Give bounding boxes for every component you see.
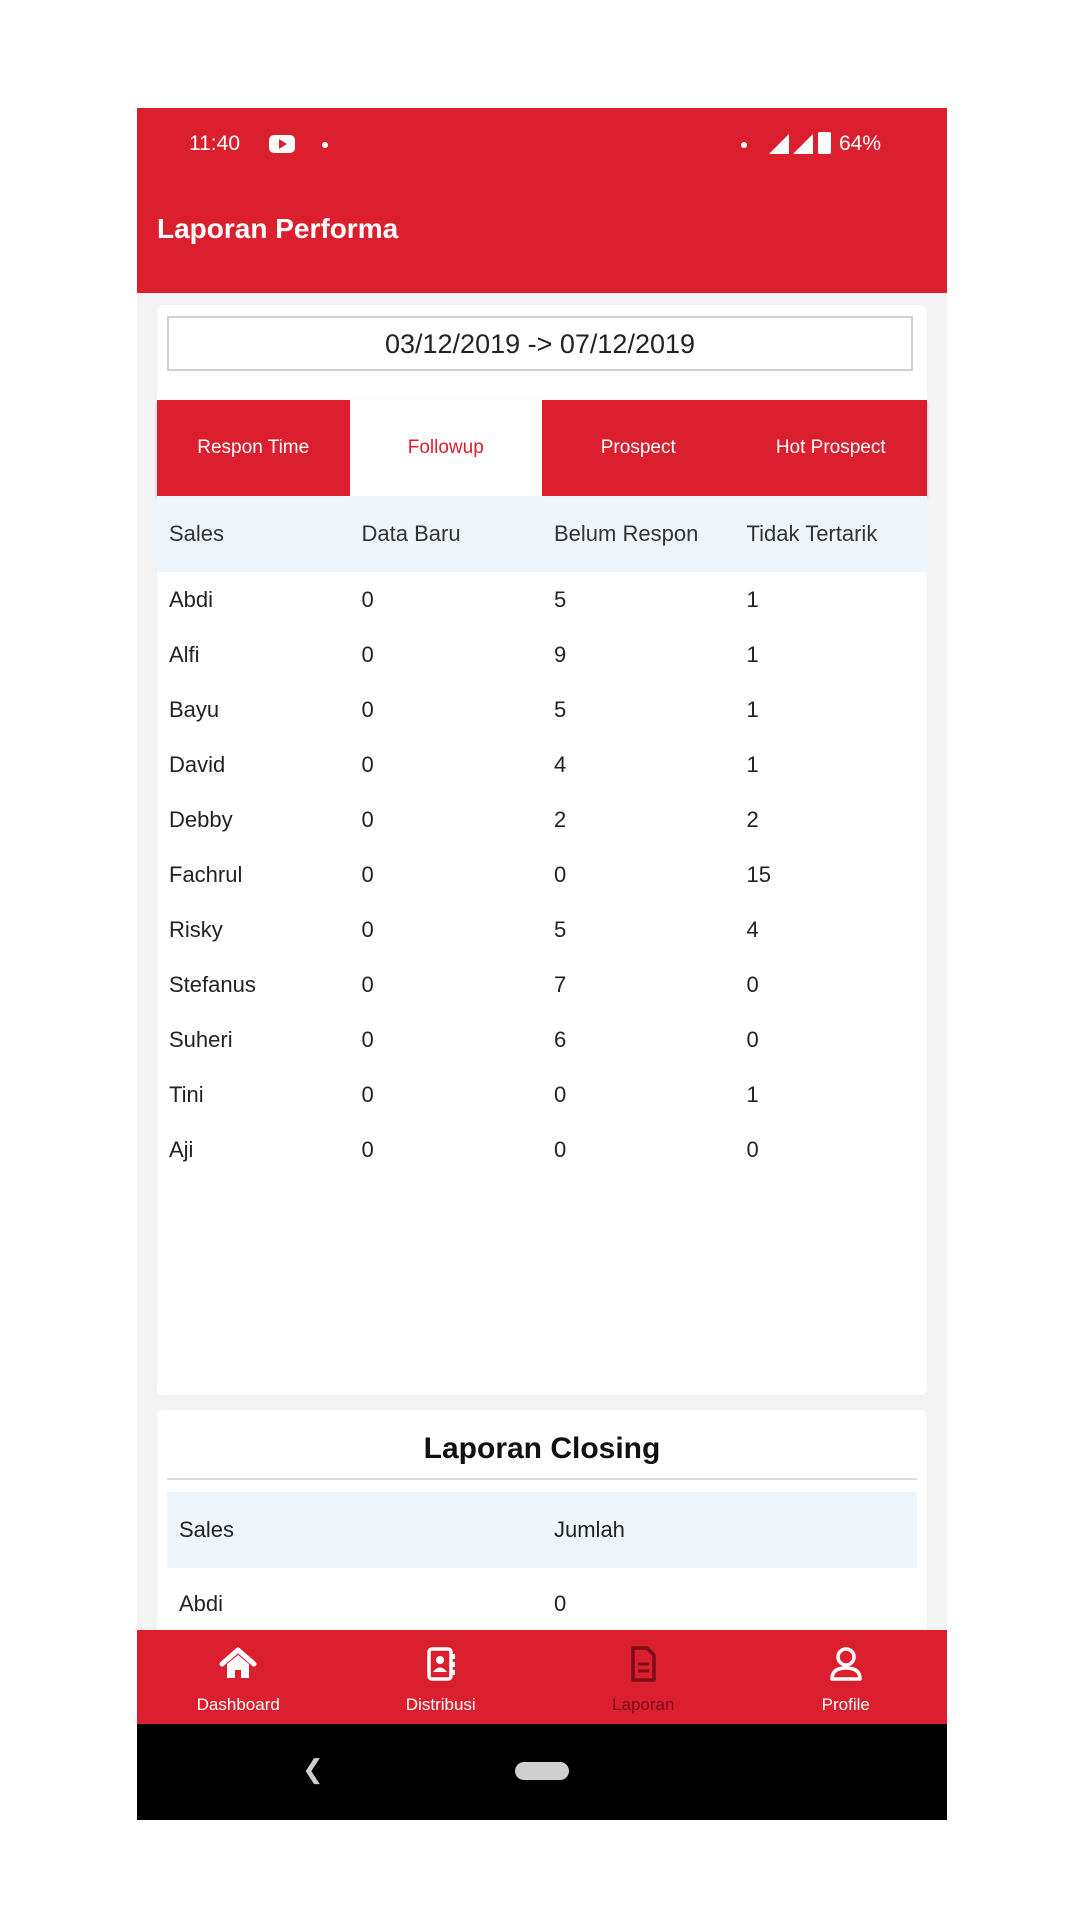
table-cell: 0 bbox=[554, 1136, 567, 1162]
nav-label: Profile bbox=[821, 1695, 870, 1714]
table-cell: 4 bbox=[746, 916, 759, 942]
table-cell: 0 bbox=[361, 751, 374, 777]
tab-respon-time[interactable]: Respon Time bbox=[197, 437, 310, 458]
table-cell: Aji bbox=[169, 1136, 194, 1162]
table-cell: 0 bbox=[361, 1026, 374, 1052]
table-cell: 9 bbox=[554, 641, 567, 667]
status-dot-icon bbox=[741, 142, 747, 148]
nav-label: Dashboard bbox=[196, 1695, 280, 1714]
closing-title: Laporan Closing bbox=[423, 1432, 661, 1465]
table-cell: 4 bbox=[554, 751, 567, 777]
nav-dashboard[interactable] bbox=[137, 1630, 340, 1724]
column-header: Sales bbox=[169, 521, 225, 546]
battery-icon bbox=[818, 132, 831, 154]
table-cell: 0 bbox=[361, 696, 374, 722]
app-bar bbox=[137, 183, 947, 293]
table-cell: Debby bbox=[169, 806, 233, 832]
table-row bbox=[157, 1122, 927, 1177]
contacts-book-icon bbox=[421, 1644, 461, 1684]
system-navigation-bar bbox=[137, 1724, 947, 1820]
table-cell: Suheri bbox=[169, 1026, 233, 1052]
performance-card bbox=[157, 305, 927, 1395]
tab-followup[interactable]: Followup bbox=[350, 400, 543, 496]
column-header: Jumlah bbox=[554, 1517, 625, 1542]
nav-label: Laporan bbox=[612, 1695, 675, 1714]
date-range-picker[interactable]: 03/12/2019 -> 07/12/2019 bbox=[167, 316, 913, 371]
status-time: 11:40 bbox=[189, 132, 240, 155]
table-cell: 0 bbox=[554, 1591, 567, 1616]
table-cell: 0 bbox=[746, 1026, 759, 1052]
table-row bbox=[157, 1012, 927, 1067]
table-cell: 0 bbox=[554, 861, 567, 887]
phone-screen bbox=[137, 108, 947, 1820]
table-cell: David bbox=[169, 751, 226, 777]
table-cell: 6 bbox=[554, 1026, 567, 1052]
table-cell: Abdi bbox=[169, 586, 214, 612]
table-cell: 1 bbox=[746, 641, 759, 667]
table-cell: Stefanus bbox=[169, 971, 256, 997]
user-icon bbox=[826, 1644, 866, 1684]
table-cell: 5 bbox=[554, 586, 567, 612]
table-cell: 1 bbox=[746, 1081, 759, 1107]
report-tabs bbox=[157, 400, 927, 496]
table-row bbox=[157, 792, 927, 847]
table-row bbox=[157, 1067, 927, 1122]
table-cell: 1 bbox=[746, 751, 759, 777]
home-icon bbox=[218, 1644, 258, 1684]
table-row bbox=[157, 737, 927, 792]
table-cell: 0 bbox=[361, 806, 374, 832]
column-header: Belum Respon bbox=[554, 521, 699, 546]
home-pill[interactable] bbox=[515, 1762, 569, 1780]
nav-profile[interactable] bbox=[745, 1630, 948, 1724]
column-header: Tidak Tertarik bbox=[746, 521, 878, 546]
closing-table bbox=[167, 1492, 917, 1640]
table-cell: Bayu bbox=[169, 696, 220, 722]
table-cell: 0 bbox=[361, 1081, 374, 1107]
signal-icon bbox=[793, 134, 813, 154]
youtube-notification-icon bbox=[269, 135, 295, 153]
table-cell: Alfi bbox=[169, 641, 200, 667]
table-cell: 1 bbox=[746, 696, 759, 722]
table-row bbox=[157, 902, 927, 957]
table-cell: 7 bbox=[554, 971, 567, 997]
tab-prospect[interactable]: Prospect bbox=[600, 437, 676, 458]
table-cell: Fachrul bbox=[169, 861, 243, 887]
status-bar bbox=[137, 108, 947, 183]
signal-icon bbox=[769, 134, 789, 154]
table-cell: 2 bbox=[746, 806, 759, 832]
table-cell: 0 bbox=[746, 1136, 759, 1162]
column-header: Sales bbox=[179, 1517, 235, 1542]
nav-distribusi[interactable] bbox=[340, 1630, 543, 1724]
table-cell: 5 bbox=[554, 696, 567, 722]
table-cell: 5 bbox=[554, 916, 567, 942]
table-cell: Tini bbox=[169, 1081, 204, 1107]
battery-percentage: 64% bbox=[839, 132, 882, 155]
table-cell: 0 bbox=[746, 971, 759, 997]
table-cell: 0 bbox=[554, 1081, 567, 1107]
table-cell: 0 bbox=[361, 971, 374, 997]
tab-hot-prospect[interactable]: Hot Prospect bbox=[775, 437, 886, 458]
table-cell: 2 bbox=[554, 806, 567, 832]
table-cell: Risky bbox=[169, 916, 223, 942]
column-header: Data Baru bbox=[361, 521, 461, 546]
table-header-row bbox=[157, 496, 927, 572]
table-cell: 0 bbox=[361, 916, 374, 942]
table-cell: 0 bbox=[361, 641, 374, 667]
table-row bbox=[157, 572, 927, 627]
document-icon bbox=[623, 1644, 663, 1684]
page-title: Laporan Performa bbox=[157, 213, 399, 244]
table-cell: 1 bbox=[746, 586, 759, 612]
divider bbox=[167, 1478, 917, 1480]
table-cell: 0 bbox=[361, 586, 374, 612]
followup-table bbox=[157, 496, 927, 1177]
nav-laporan[interactable] bbox=[542, 1630, 745, 1724]
table-body bbox=[157, 572, 927, 1177]
notification-dot-icon bbox=[322, 142, 328, 148]
table-cell: 0 bbox=[361, 861, 374, 887]
back-chevron-icon[interactable]: ❮ bbox=[302, 1754, 324, 1784]
table-header-row bbox=[167, 1492, 917, 1568]
table-cell: 15 bbox=[746, 861, 771, 887]
table-row bbox=[157, 847, 927, 902]
table-row bbox=[157, 957, 927, 1012]
table-cell: 0 bbox=[361, 1136, 374, 1162]
nav-label: Distribusi bbox=[405, 1695, 476, 1714]
table-row bbox=[157, 682, 927, 737]
bottom-navigation bbox=[137, 1630, 947, 1724]
table-cell: Abdi bbox=[179, 1591, 224, 1616]
table-row bbox=[157, 627, 927, 682]
